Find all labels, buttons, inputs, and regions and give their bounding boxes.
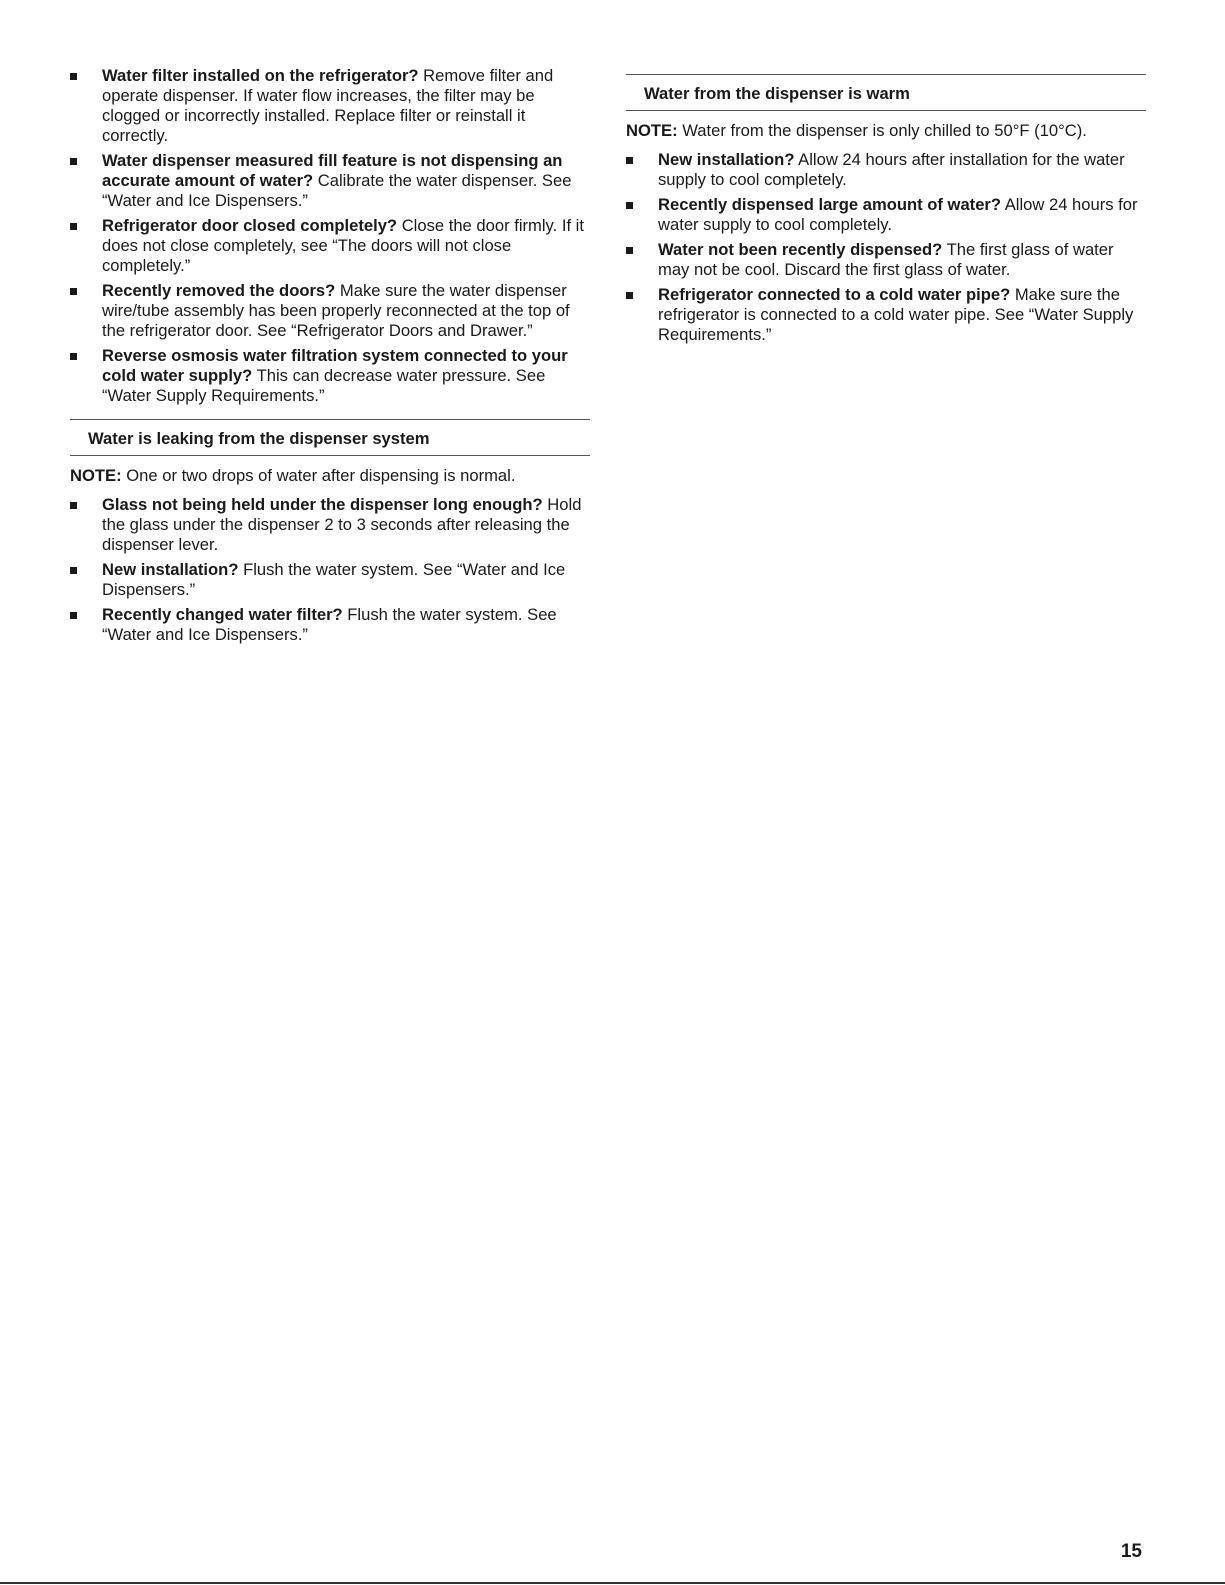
bullet-list-warm bbox=[626, 150, 1146, 345]
bullet-square-icon bbox=[70, 353, 77, 360]
list-item: New installation? Flush the water system. See “Water and Ice Dispensers.” bbox=[70, 560, 590, 600]
bullet-square-icon bbox=[70, 502, 77, 509]
bullet-square-icon bbox=[626, 157, 633, 164]
bullet-square-icon bbox=[70, 73, 77, 80]
list-item: Water not been recently dispensed? The first glass of water may not be cool. Discard the first glass of water. bbox=[626, 240, 1146, 280]
note: NOTE: Water from the dispenser is only chilled to 50°F (10°C). bbox=[626, 121, 1087, 140]
list-item: Water filter installed on the refrigerator? Remove filter and operate dispenser. If water flow increases, the filter may be clogged or incorrectly installed. Replace filter or reinstall it correctly. bbox=[70, 66, 590, 146]
section-heading-warm: Water from the dispenser is warm bbox=[626, 74, 1146, 111]
bullet-square-icon bbox=[70, 567, 77, 574]
note: NOTE: One or two drops of water after dispensing is normal. bbox=[70, 466, 516, 485]
list-item: Reverse osmosis water filtration system connected to your cold water supply? This can decrease water pressure. See “Water Supply Requirements.” bbox=[70, 346, 590, 406]
list-item: Glass not being held under the dispenser long enough? Hold the glass under the dispenser 2 to 3 seconds after releasing the dispenser lever. bbox=[70, 495, 590, 555]
bullet-square-icon bbox=[626, 202, 633, 209]
list-item: New installation? Allow 24 hours after installation for the water supply to cool completely. bbox=[626, 150, 1146, 190]
bullet-list-leaking bbox=[70, 495, 590, 645]
bullet-square-icon bbox=[626, 292, 633, 299]
section-heading-leaking: Water is leaking from the dispenser system bbox=[70, 419, 590, 456]
list-item: Water dispenser measured fill feature is not dispensing an accurate amount of water? Calibrate the water dispenser. See “Water and Ice Dispensers.” bbox=[70, 151, 590, 211]
bullet-square-icon bbox=[70, 223, 77, 230]
page-bottom-rule bbox=[0, 1582, 1225, 1584]
list-item: Recently changed water filter? Flush the water system. See “Water and Ice Dispensers.” bbox=[70, 605, 590, 645]
list-item: Recently removed the doors? Make sure the water dispenser wire/tube assembly has been properly reconnected at the top of the refrigerator door. See “Refrigerator Doors and Drawer.” bbox=[70, 281, 590, 341]
bullet-square-icon bbox=[626, 247, 633, 254]
list-item: Refrigerator connected to a cold water pipe? Make sure the refrigerator is connected to a cold water pipe. See “Water Supply Requirements.” bbox=[626, 285, 1146, 345]
list-item: Refrigerator door closed completely? Close the door firmly. If it does not close completely, see “The doors will not close completely.” bbox=[70, 216, 590, 276]
bullet-square-icon bbox=[70, 158, 77, 165]
right-column bbox=[626, 74, 1146, 350]
list-item: Recently dispensed large amount of water? Allow 24 hours for water supply to cool completely. bbox=[626, 195, 1146, 235]
bullet-square-icon bbox=[70, 288, 77, 295]
page-number: 15 bbox=[1120, 1541, 1142, 1562]
bullet-list-filter-issues bbox=[70, 66, 590, 406]
left-column bbox=[70, 66, 590, 650]
bullet-square-icon bbox=[70, 612, 77, 619]
